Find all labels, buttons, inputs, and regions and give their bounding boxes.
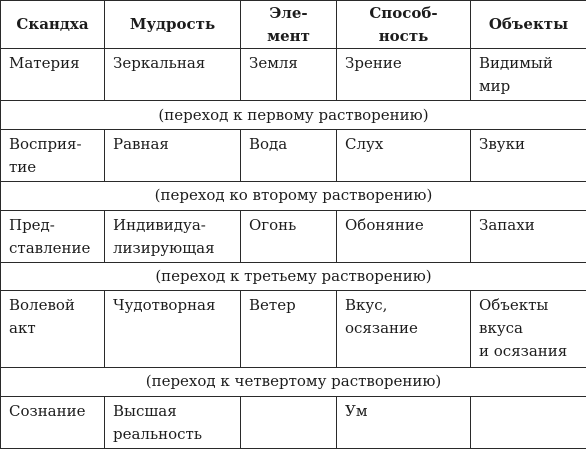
cell-element: Земля [241, 49, 337, 101]
cell-objects: Объекты вкуса и осязания [471, 291, 586, 368]
cell-wisdom: Высшая реальность [105, 396, 241, 448]
cell-faculty: Слух [337, 129, 471, 181]
cell-faculty: Вкус, осязание [337, 291, 471, 368]
cell-wisdom: Индивидуа- лизирующая [105, 210, 241, 262]
cell-objects: Звуки [471, 129, 586, 181]
table-row [1, 49, 586, 101]
transition-row [1, 101, 586, 130]
cell-skandha: Сознание [1, 396, 105, 448]
transition-label: (переход к четвертому растворению) [1, 368, 586, 397]
transition-label: (переход к третьему растворению) [1, 262, 586, 291]
cell-skandha: Восприя- тие [1, 129, 105, 181]
cell-element: Вода [241, 129, 337, 181]
cell-skandha: Пред- ставление [1, 210, 105, 262]
table-header-row [1, 1, 586, 49]
table-row [1, 396, 586, 448]
transition-label: (переход к первому растворению) [1, 101, 586, 130]
cell-faculty: Ум [337, 396, 471, 448]
table-row [1, 210, 586, 262]
cell-objects: Видимый мир [471, 49, 586, 101]
header-faculty: Способ- ность [337, 1, 471, 49]
cell-element: Ветер [241, 291, 337, 368]
header-objects: Объекты [471, 1, 586, 49]
header-skandha: Скандха [1, 1, 105, 49]
transition-row [1, 182, 586, 211]
header-wisdom: Мудрость [105, 1, 241, 49]
cell-faculty: Обоняние [337, 210, 471, 262]
cell-wisdom: Зеркальная [105, 49, 241, 101]
table-row [1, 129, 586, 181]
cell-skandha: Волевой акт [1, 291, 105, 368]
header-element: Эле- мент [241, 1, 337, 49]
cell-skandha: Материя [1, 49, 105, 101]
transition-row [1, 262, 586, 291]
cell-objects: Запахи [471, 210, 586, 262]
cell-element: Огонь [241, 210, 337, 262]
cell-faculty: Зрение [337, 49, 471, 101]
transition-row [1, 368, 586, 397]
cell-element [241, 396, 337, 448]
table-row [1, 291, 586, 368]
transition-label: (переход ко второму растворению) [1, 182, 586, 211]
cell-wisdom: Равная [105, 129, 241, 181]
cell-wisdom: Чудотворная [105, 291, 241, 368]
cell-objects [471, 396, 586, 448]
